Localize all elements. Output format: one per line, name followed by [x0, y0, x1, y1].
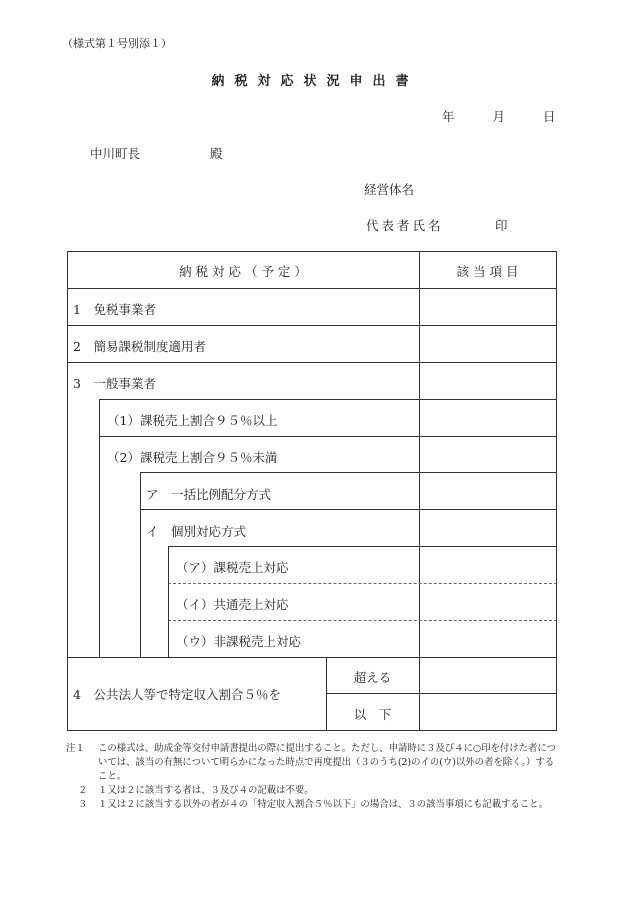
date-line — [442, 107, 555, 125]
note-item — [66, 798, 556, 812]
date-day: 日 — [542, 109, 556, 124]
row-non-taxable-sales: （ウ）非課税売上対応 — [176, 634, 302, 649]
seal-label: 印 — [495, 218, 508, 233]
row-general-business: 3 一般事業者 — [73, 376, 156, 391]
note-number: 注１ — [66, 743, 85, 754]
row-ratio-95-or-more: （1）課税売上割合９５％以上 — [107, 413, 278, 428]
addressee: 中川町長 — [90, 146, 141, 161]
note-item — [66, 784, 556, 798]
row-line — [168, 546, 557, 547]
table-border-left — [67, 251, 68, 731]
row-dashed-line — [168, 620, 557, 621]
table-header-applicable: 該 当 項 目 — [456, 264, 519, 279]
form-number: （様式第１号別添１） — [62, 37, 172, 50]
indent-line — [99, 399, 100, 657]
note-text: １又は２に該当する以外の者が４の「特定収入割合５％以下」の場合は、３の該当事項にも記載すること。 — [98, 799, 549, 810]
applicable-cell-2[interactable] — [420, 326, 556, 362]
row-line — [99, 436, 557, 437]
representative-label: 代表者氏名 — [366, 218, 444, 233]
row-line — [326, 693, 557, 694]
option-exceeds: 超える — [353, 670, 392, 685]
row-line — [99, 399, 557, 400]
row-dashed-line — [168, 583, 557, 584]
document-title: 納税対応状況申出書 — [211, 74, 419, 89]
indent-line — [168, 546, 169, 657]
date-month: 月 — [492, 109, 505, 124]
business-name-label: 経営体名 — [364, 182, 415, 197]
date-year: 年 — [442, 109, 455, 124]
note-text: この様式は、助成金等交付申請書提出の際に提出すること。ただし、申請時に３及び４に○印を付けた者については、該当の有無について明らかになった時点で再度提出（３のうち(2)のイの(ウ)以外の者を除く。）すること。 — [98, 743, 556, 782]
applicable-cell-3[interactable] — [420, 363, 556, 399]
note-number: ３ — [78, 799, 88, 810]
row-ratio-under-95: （2）課税売上割合９５％未満 — [107, 450, 278, 465]
table-border-top — [67, 251, 557, 252]
row-tax-exempt: 1 免税事業者 — [73, 302, 156, 317]
row-lump-sum-method: ア 一括比例配分方式 — [146, 487, 272, 502]
table-header-response: 納 税 対 応 （ 予 定 ） — [179, 264, 307, 279]
row-line — [67, 657, 557, 658]
honorific: 殿 — [210, 146, 223, 161]
row-line — [140, 472, 557, 473]
indent-line — [140, 472, 141, 657]
notes-section — [66, 742, 556, 812]
row-public-corporation: 4 公共法人等で特定収入割合５％を — [73, 687, 281, 702]
table-border-bottom — [67, 730, 557, 731]
note-number: ２ — [78, 785, 88, 796]
row-common-sales: （イ）共通売上対応 — [176, 597, 289, 612]
row-taxable-sales: （ア）課税売上対応 — [176, 560, 289, 575]
note-item — [66, 742, 556, 784]
table-border-right — [556, 251, 557, 731]
row-simplified-tax: 2 簡易課税制度適用者 — [73, 339, 206, 354]
applicable-cell-1[interactable] — [420, 289, 556, 325]
row-line — [140, 509, 557, 510]
note-text: １又は２に該当する者は、３及び４の記載は不要。 — [98, 785, 314, 796]
option-below: 以 下 — [353, 707, 392, 722]
row-individual-method: イ 個別対応方式 — [146, 524, 247, 539]
